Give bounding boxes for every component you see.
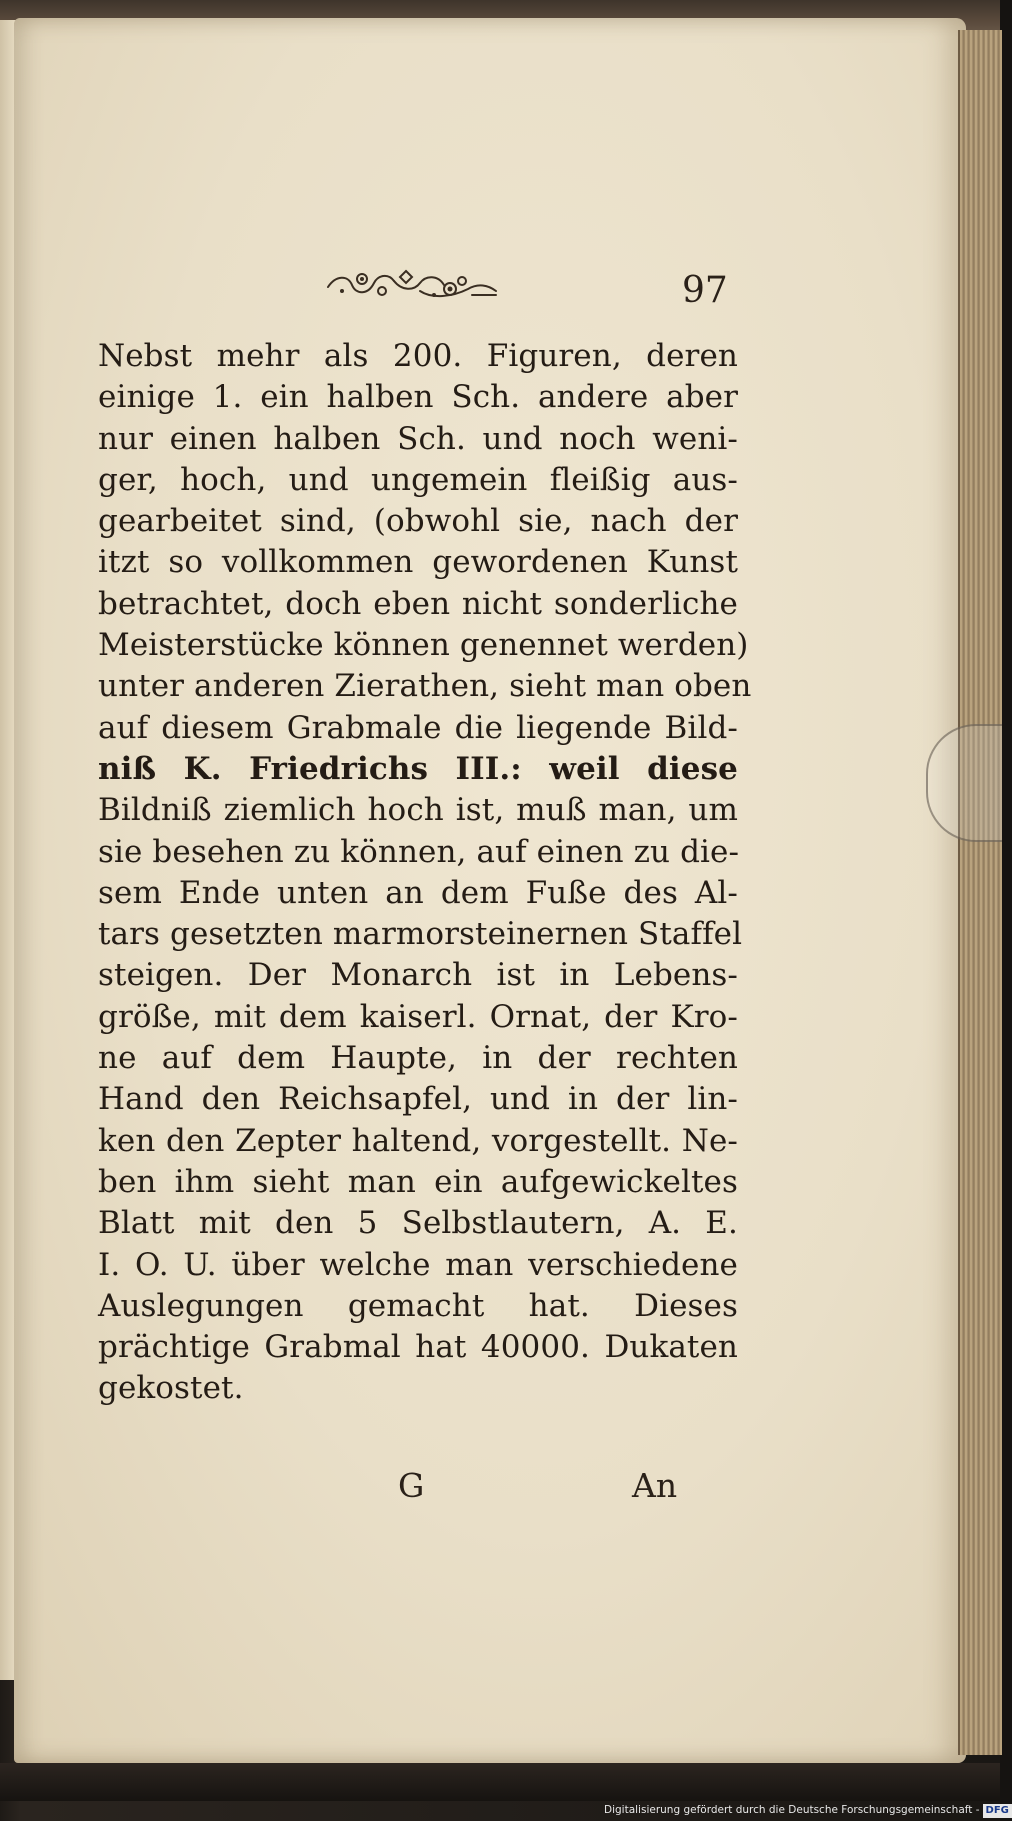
catchword: An xyxy=(632,1466,678,1505)
ornament-icon xyxy=(322,261,502,309)
text-line: ne auf dem Haupte, in der rechten xyxy=(98,1040,738,1077)
text-line: gekostet. xyxy=(98,1370,244,1407)
text-line: niß K. Friedrichs III.: weil diese xyxy=(98,750,738,787)
text-line: Nebst mehr als 200. Figuren, deren xyxy=(98,338,738,374)
text-line: Meisterstücke können genennet werden) xyxy=(98,627,749,664)
signature-mark: G xyxy=(398,1466,425,1505)
page-footer xyxy=(14,1466,966,1512)
text-line: I. O. U. über welche man verschiedene xyxy=(98,1246,738,1283)
text-line: gearbeitet sind, (obwohl sie, nach der xyxy=(98,503,738,540)
dfg-logo: DFG xyxy=(983,1804,1012,1818)
book-bottom-edge xyxy=(0,1763,1000,1801)
text-line: Auslegungen gemacht hat. Dieses xyxy=(98,1287,738,1324)
text-line: Bildniß ziemlich hoch ist, muß man, um xyxy=(98,792,738,829)
text-line: ger, hoch, und ungemein fleißig aus- xyxy=(98,461,738,498)
text-line: itzt so vollkommen gewordenen Kunst xyxy=(98,544,738,581)
text-line: ben ihm sieht man ein aufgewickeltes xyxy=(98,1163,738,1200)
digitization-credit xyxy=(604,1802,1009,1819)
text-line: betrachtet, doch eben nicht sonderliche xyxy=(98,585,738,622)
text-line: einige 1. ein halben Sch. andere aber xyxy=(98,379,738,416)
page-fore-edge xyxy=(958,30,1002,1755)
text-line: größe, mit dem kaiserl. Ornat, der Kro- xyxy=(98,998,738,1035)
text-line: ken den Zepter haltend, vorgestellt. Ne- xyxy=(98,1122,738,1159)
bookmark-tab xyxy=(926,724,1002,842)
book-page xyxy=(14,18,966,1763)
text-line: sie besehen zu können, auf einen zu die- xyxy=(98,833,740,870)
text-line: nur einen halben Sch. und noch weni- xyxy=(98,420,738,457)
text-line: Hand den Reichsapfel, und in der lin- xyxy=(98,1081,738,1118)
credit-text: Digitalisierung gefördert durch die Deutsche Forschungsgemeinschaft - xyxy=(604,1804,980,1816)
page-number: 97 xyxy=(682,270,728,311)
text-line: steigen. Der Monarch ist in Lebens- xyxy=(98,957,738,994)
text-line: prächtige Grabmal hat 40000. Dukaten xyxy=(98,1329,738,1366)
text-line: tars gesetzten marmorsteinernen Staffel xyxy=(98,916,743,953)
text-line: auf diesem Grabmale die liegende Bild- xyxy=(98,709,738,746)
text-line: unter anderen Zierathen, sieht man oben xyxy=(98,668,752,705)
text-line: sem Ende unten an dem Fuße des Al- xyxy=(98,874,738,911)
body-text xyxy=(98,336,752,1410)
text-line: Blatt mit den 5 Selbstlautern, A. E. xyxy=(98,1205,738,1242)
